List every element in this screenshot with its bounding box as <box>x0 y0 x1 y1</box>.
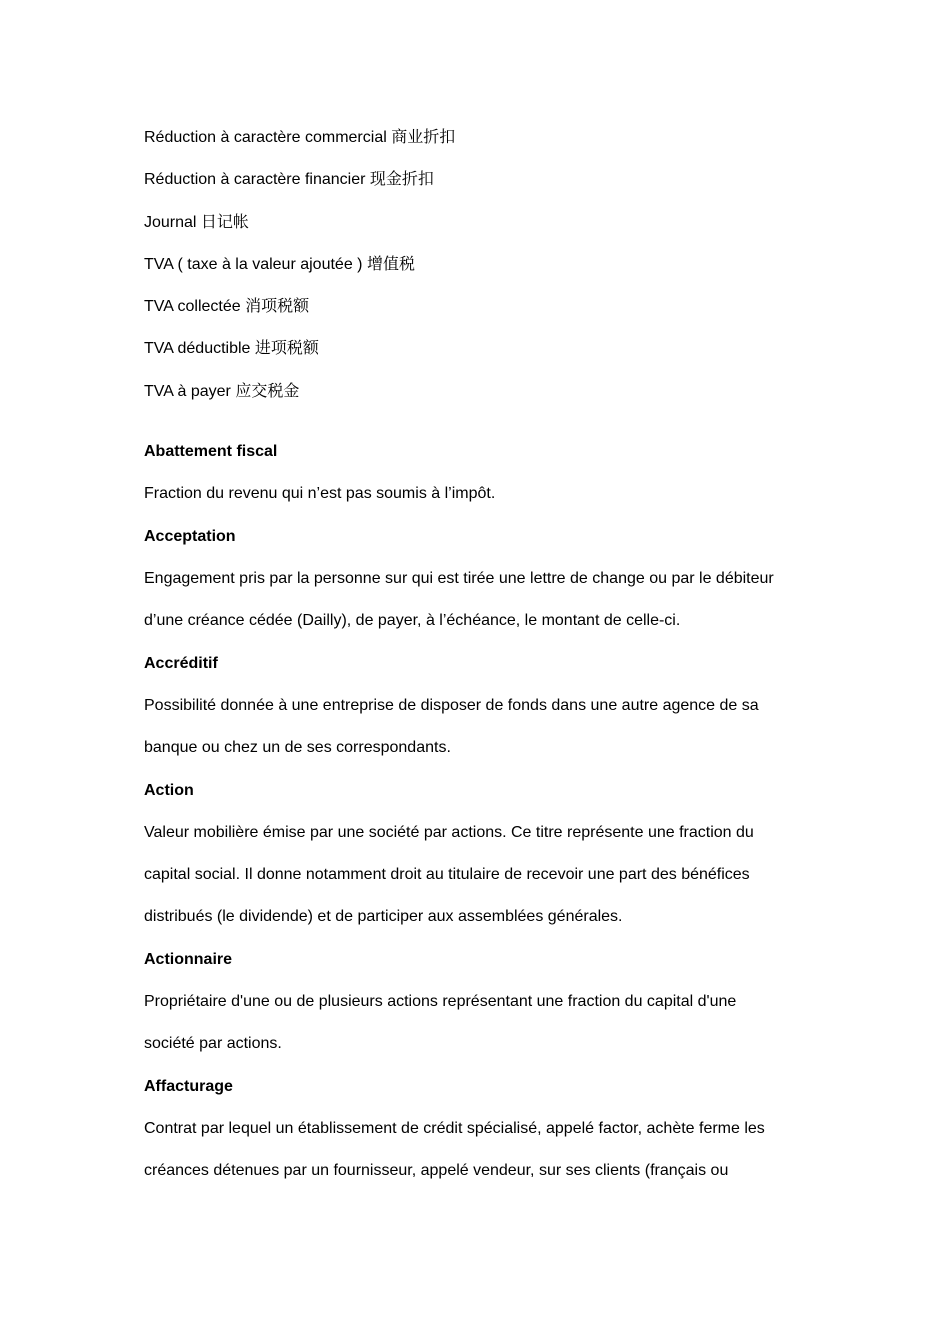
definition-text: Fraction du revenu qui n’est pas soumis à l’impôt. <box>144 485 496 502</box>
term-zh: 现金折扣 <box>369 169 434 188</box>
term-fr: Réduction à caractère financier <box>144 171 370 188</box>
definition-text: créances détenues par un fournisseur, appelé vendeur, sur ses clients (français ou <box>144 1162 729 1179</box>
definition-text: distribués (le dividende) et de participer aux assemblées générales. <box>144 908 623 925</box>
definition-term: Affacturage <box>144 1078 233 1095</box>
term-zh: 进项税额 <box>254 338 319 357</box>
definition-text: Engagement pris par la personne sur qui est tirée une lettre de change ou par le débiteur <box>144 570 774 587</box>
term-zh: 消项税额 <box>245 296 310 315</box>
definition-text: banque ou chez un de ses correspondants. <box>144 739 451 756</box>
definition-text: Valeur mobilière émise par une société par actions. Ce titre représente une fraction du <box>144 824 754 841</box>
term-zh: 日记帐 <box>200 212 249 231</box>
glossary-entry <box>144 296 309 317</box>
definition-text: d’une créance cédée (Dailly), de payer, à l’échéance, le montant de celle-ci. <box>144 612 681 629</box>
glossary-entry <box>144 338 319 359</box>
definition-term: Accréditif <box>144 655 218 672</box>
definition-text: Propriétaire d'une ou de plusieurs actions représentant une fraction du capital d'une <box>144 993 737 1010</box>
term-fr: TVA collectée <box>144 298 246 315</box>
definition-text: capital social. Il donne notamment droit au titulaire de recevoir une part des bénéfices <box>144 866 750 883</box>
glossary-entry <box>144 169 434 190</box>
glossary-entry <box>144 212 249 233</box>
glossary-entry <box>144 254 415 275</box>
definition-text: Possibilité donnée à une entreprise de disposer de fonds dans une autre agence de sa <box>144 697 759 714</box>
definition-text: Contrat par lequel un établissement de crédit spécialisé, appelé factor, achète ferme les <box>144 1120 765 1137</box>
term-zh: 商业折扣 <box>391 127 456 146</box>
term-fr: TVA déductible <box>144 340 255 357</box>
definition-text: société par actions. <box>144 1035 282 1052</box>
glossary-entry <box>144 381 299 402</box>
term-fr: Journal <box>144 214 201 231</box>
term-zh: 应交税金 <box>235 381 300 400</box>
glossary-entry <box>144 127 455 148</box>
definition-term: Actionnaire <box>144 951 233 968</box>
definition-term: Abattement fiscal <box>144 443 278 460</box>
definition-term: Action <box>144 782 194 799</box>
term-fr: TVA ( taxe à la valeur ajoutée ) <box>144 256 367 273</box>
term-zh: 增值税 <box>366 254 415 273</box>
definition-term: Acceptation <box>144 528 236 545</box>
term-fr: Réduction à caractère commercial <box>144 129 392 146</box>
term-fr: TVA à payer <box>144 383 236 400</box>
